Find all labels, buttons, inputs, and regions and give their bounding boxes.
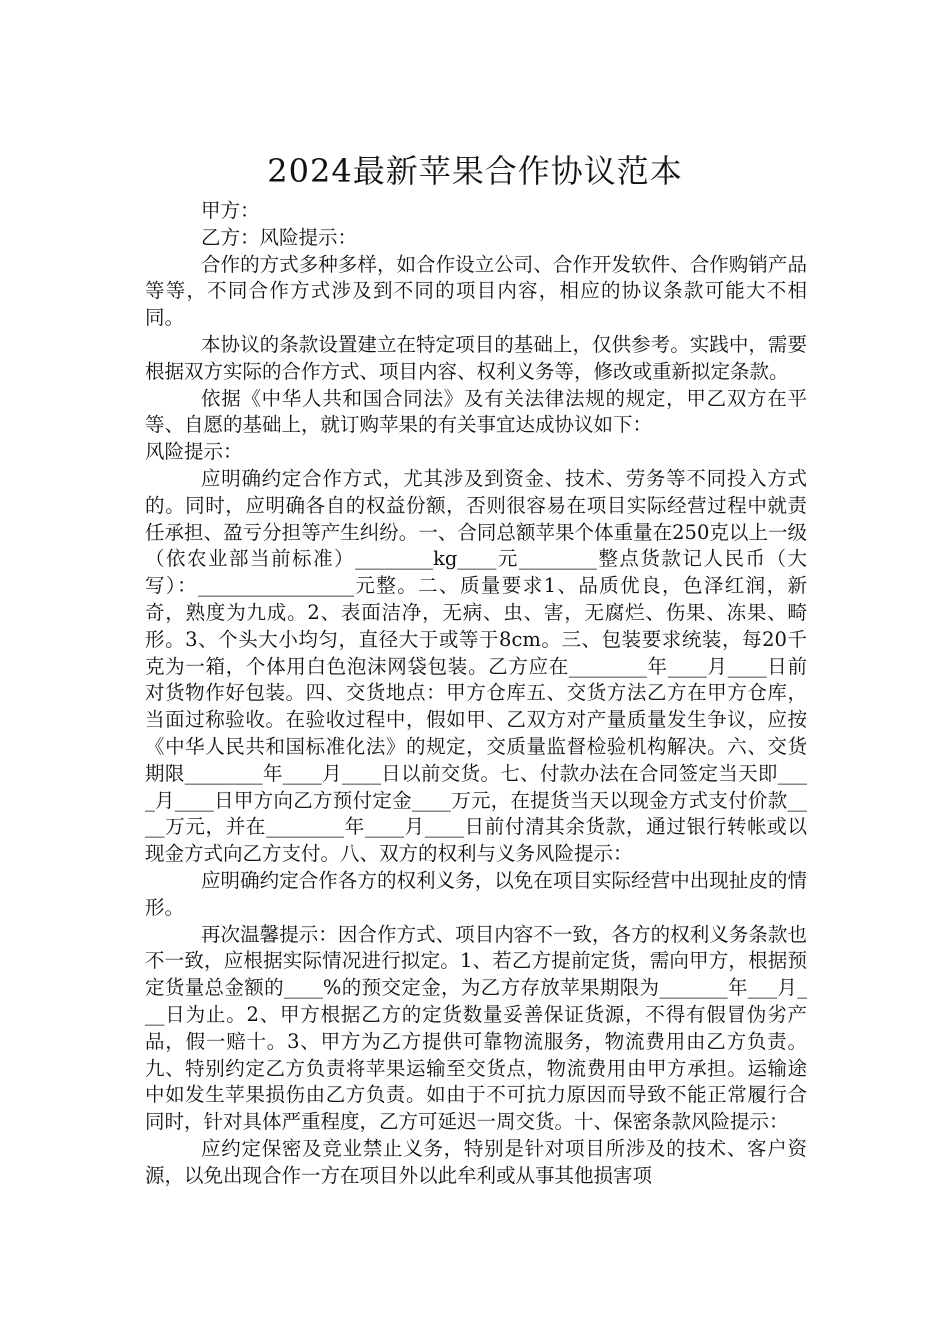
body-paragraph: 合作的方式多种多样，如合作设立公司、合作开发软件、合作购销产品等等，不同合作方式涉及到不同的项目内容，相应的协议条款可能大不相同。 <box>145 252 807 330</box>
party-b-line: 乙方：风险提示： <box>201 225 358 249</box>
document-body <box>145 198 807 1189</box>
body-paragraph: 再次温馨提示：因合作方式、项目内容不一致，各方的权利义务条款也不一致，应根据实际情况进行拟定。1、若乙方提前定货，需向甲方，根据预定货量总金额的____%的预交定金，为乙方存放苹果期限为_______年___月___日为止。2、甲方根据乙方的定货数量妥善保证货源，不得有假冒伪劣产品，假一赔十。3、甲方为乙方提供可靠物流服务，物流费用由乙方负责。九、特别约定乙方负责将苹果运输至交货点，物流费用由甲方承担。运输途中如发生苹果损伤由乙方负责。如由于不可抗力原因而导致不能正常履行合同时，针对具体严重程度，乙方可延迟一周交货。十、保密条款风险提示： <box>145 922 807 1134</box>
body-paragraph: 本协议的条款设置建立在特定项目的基础上，仅供参考。实践中，需要根据双方实际的合作方式、项目内容、权利义务等，修改或重新拟定条款。 <box>145 332 807 383</box>
body-paragraph: 应明确约定合作各方的权利义务，以免在项目实际经营中出现扯皮的情形。 <box>145 868 807 919</box>
contract-terms-paragraph: 应明确约定合作方式，尤其涉及到资金、技术、劳务等不同投入方式的。同时，应明确各自的权益份额，否则很容易在项目实际经营过程中就责任承担、盈亏分担等产生纠纷。一、合同总额苹果个体重量在250克以上一级（依农业部当前标准）________kg____元________整点货款记人民币（大写）：________________元整。二、质量要求1、品质优良，色泽红润，新奇，熟度为九成。2、表面洁净，无病、虫、害，无腐烂、伤果、冻果、畸形。3、个头大小均匀，直径大于或等于8cm。三、包装要求统装，每20千克为一箱，个体用白色泡沫网袋包装。乙方应在________年____月____日前对货物作好包装。四、交货地点：甲方仓库五、交货方法乙方在甲方仓库，当面过称验收。在验收过程中，假如甲、乙双方对产量质量发生争议，应按《中华人民共和国标准化法》的规定，交质量监督检验机构解决。六、交货期限________年____月____日以前交货。七、付款办法在合同签定当天即____月____日甲方向乙方预付定金____万元，在提货当天以现金方式支付价款____万元，并在________年____月____日前付清其余货款，通过银行转帐或以现金方式向乙方支付。八、双方的权利与义务风险提示： <box>145 466 807 866</box>
party-a-line: 甲方： <box>201 199 260 222</box>
risk-notice-heading: 风险提示： <box>145 440 243 464</box>
body-paragraph: 依据《中华人共和国合同法》及有关法律法规的规定，甲乙双方在平等、自愿的基础上，就订购苹果的有关事宜达成协议如下： <box>145 386 807 437</box>
body-paragraph: 应约定保密及竞业禁止义务，特别是针对项目所涉及的技术、客户资源，以免出现合作一方在项目外以此牟利或从事其他损害项 <box>145 1136 807 1187</box>
document-title: 2024最新苹果合作协议范本 <box>267 152 683 191</box>
